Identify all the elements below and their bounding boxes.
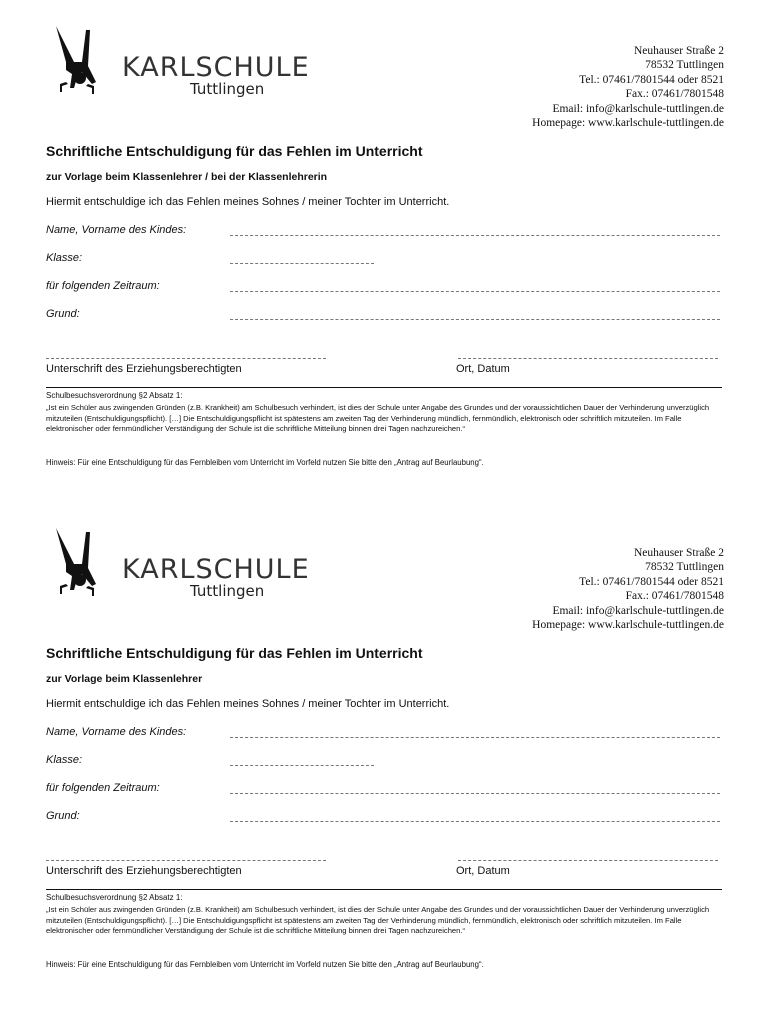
- form-subtitle: zur Vorlage beim Klassenlehrer / bei der Klassenlehrerin: [46, 171, 328, 183]
- form-intro: Hiermit entschuldige ich das Fehlen meines Sohnes / meiner Tochter im Unterricht.: [46, 698, 450, 710]
- logo-school-name: KARLSCHULE: [122, 554, 310, 585]
- hint-text: Hinweis: Für eine Entschuldigung für das Fernbleiben vom Unterricht im Vorfeld nutzen Sie bitte den „Antrag auf Beurlaubung“.: [46, 960, 484, 969]
- field-label: für folgenden Zeitraum:: [46, 280, 160, 292]
- handstand-figure-icon: [52, 22, 122, 102]
- field-class[interactable]: [46, 252, 720, 268]
- school-logo: [52, 22, 342, 102]
- place-date-label: Ort, Datum: [456, 865, 510, 877]
- class-input-line[interactable]: [230, 263, 374, 264]
- place-date-line[interactable]: [458, 860, 718, 861]
- address-phone: Tel.: 07461/7801544 oder 8521: [579, 73, 724, 86]
- school-logo: [52, 524, 342, 604]
- address-email: Email: info@karlschule-tuttlingen.de: [552, 102, 724, 115]
- address-homepage: Homepage: www.karlschule-tuttlingen.de: [532, 117, 724, 130]
- child-name-input-line[interactable]: [230, 235, 720, 236]
- reason-input-line[interactable]: [230, 319, 720, 320]
- signature-line[interactable]: [46, 860, 326, 861]
- field-reason[interactable]: [46, 308, 720, 324]
- address-city: 78532 Tuttlingen: [645, 561, 724, 574]
- address-city: 78532 Tuttlingen: [645, 59, 724, 72]
- address-street: Neuhauser Straße 2: [633, 547, 724, 559]
- school-address: [532, 44, 724, 130]
- field-label: Grund:: [46, 810, 80, 822]
- form-title: Schriftliche Entschuldigung für das Fehlen im Unterricht: [46, 645, 423, 661]
- address-homepage: Homepage: www.karlschule-tuttlingen.de: [532, 619, 724, 632]
- field-period[interactable]: [46, 782, 720, 798]
- period-input-line[interactable]: [230, 793, 720, 794]
- handstand-figure-icon: [52, 524, 122, 604]
- form-subtitle: zur Vorlage beim Klassenlehrer: [46, 673, 203, 685]
- law-text: „Ist ein Schüler aus zwingenden Gründen (z.B. Krankheit) am Schulbesuch verhindert, ist dies der Schule unter Angabe des Grundes und der voraussichtlichen Dauer der Verhinderung unverzüglich mitzuteilen (Entschuldigungspflicht). […] Die Entschuldigungspflicht ist spätestens am zweiten Tag der Verhinderung mündlich, fernmündlich, elektronisch oder schriftlich mitzuteilen. Im Falle elektronischer oder fernmündlicher Verständigung der Schule ist die schriftliche Mitteilung binnen drei Tagen nachzureichen.“: [46, 403, 710, 434]
- form-title: Schriftliche Entschuldigung für das Fehlen im Unterricht: [46, 143, 423, 159]
- field-child-name[interactable]: [46, 224, 720, 240]
- law-title: Schulbesuchsverordnung §2 Absatz 1:: [46, 391, 183, 400]
- field-label: Klasse:: [46, 252, 83, 264]
- child-name-input-line[interactable]: [230, 737, 720, 738]
- field-period[interactable]: [46, 280, 720, 296]
- place-date-label: Ort, Datum: [456, 363, 510, 375]
- excuse-form-2: [0, 502, 770, 1014]
- form-intro: Hiermit entschuldige ich das Fehlen meines Sohnes / meiner Tochter im Unterricht.: [46, 196, 450, 208]
- hint-text: Hinweis: Für eine Entschuldigung für das Fernbleiben vom Unterricht im Vorfeld nutzen Sie bitte den „Antrag auf Beurlaubung“.: [46, 458, 484, 467]
- address-fax: Fax.: 07461/7801548: [625, 88, 724, 101]
- field-label: Klasse:: [46, 754, 83, 766]
- logo-city: Tuttlingen: [190, 582, 265, 600]
- logo-city: Tuttlingen: [190, 80, 265, 98]
- field-label: Name, Vorname des Kindes:: [46, 726, 187, 738]
- logo-school-name: KARLSCHULE: [122, 52, 310, 83]
- law-text: „Ist ein Schüler aus zwingenden Gründen (z.B. Krankheit) am Schulbesuch verhindert, ist dies der Schule unter Angabe des Grundes und der voraussichtlichen Dauer der Verhinderung unverzüglich mitzuteilen (Entschuldigungspflicht). […] Die Entschuldigungspflicht ist spätestens am zweiten Tag der Verhinderung mündlich, fernmündlich, elektronisch oder schriftlich mitzuteilen. Im Falle elektronischer oder fernmündlicher Verständigung der Schule ist die schriftliche Mitteilung binnen drei Tagen nachzureichen.“: [46, 905, 710, 936]
- signature-label: Unterschrift des Erziehungsberechtigten: [46, 363, 242, 375]
- place-date-line[interactable]: [458, 358, 718, 359]
- field-class[interactable]: [46, 754, 720, 770]
- class-input-line[interactable]: [230, 765, 374, 766]
- field-label: Grund:: [46, 308, 80, 320]
- reason-input-line[interactable]: [230, 821, 720, 822]
- divider: [46, 889, 722, 890]
- signature-label: Unterschrift des Erziehungsberechtigten: [46, 865, 242, 877]
- field-label: Name, Vorname des Kindes:: [46, 224, 187, 236]
- signature-line[interactable]: [46, 358, 326, 359]
- address-email: Email: info@karlschule-tuttlingen.de: [552, 604, 724, 617]
- address-street: Neuhauser Straße 2: [633, 45, 724, 57]
- law-title: Schulbesuchsverordnung §2 Absatz 1:: [46, 893, 183, 902]
- address-phone: Tel.: 07461/7801544 oder 8521: [579, 575, 724, 588]
- field-label: für folgenden Zeitraum:: [46, 782, 160, 794]
- divider: [46, 387, 722, 388]
- field-child-name[interactable]: [46, 726, 720, 742]
- field-reason[interactable]: [46, 810, 720, 826]
- school-address: [532, 546, 724, 632]
- period-input-line[interactable]: [230, 291, 720, 292]
- address-fax: Fax.: 07461/7801548: [625, 590, 724, 603]
